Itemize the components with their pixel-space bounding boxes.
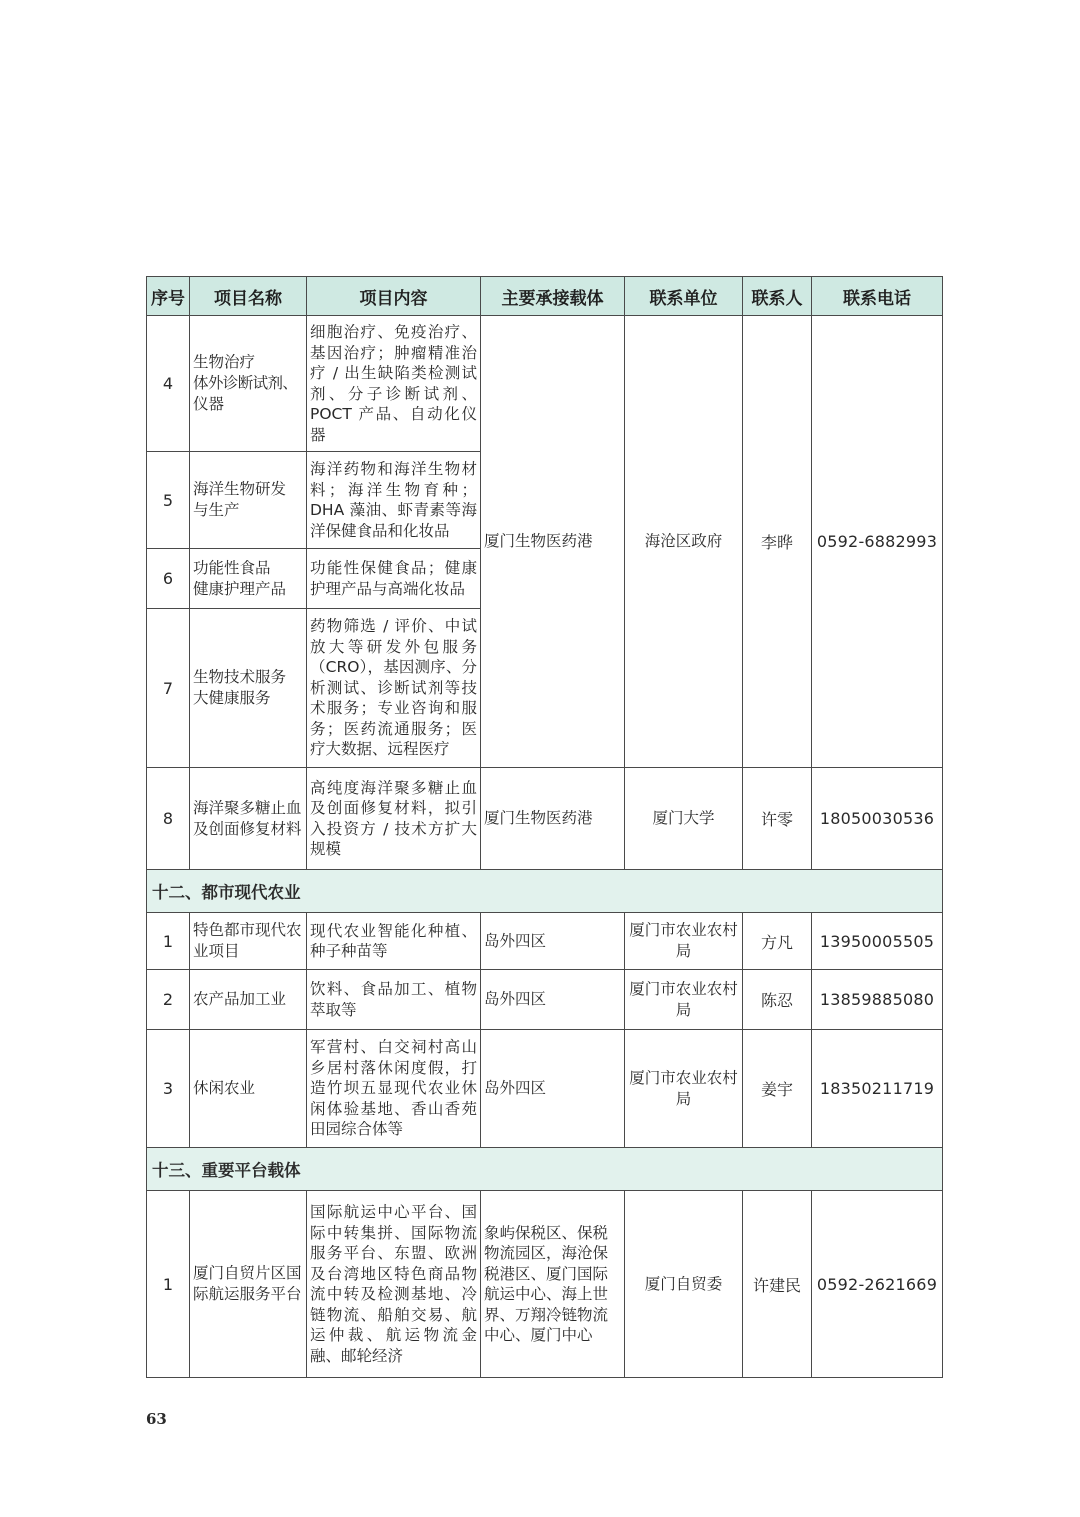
project-content: 高纯度海洋聚多糖止血及创面修复材料，拟引入投资方 / 技术方扩大规模 — [307, 768, 481, 870]
project-name-line: 海洋生物研发 — [193, 480, 287, 498]
carrier: 岛外四区 — [481, 970, 625, 1030]
contact-person: 姜宇 — [743, 1030, 812, 1148]
page-number: 63 — [146, 1410, 167, 1428]
project-content: 药物筛选 / 评价、中试放大等研发外包服务（CRO），基因测序、分析测试、诊断试剂等技术服务；专业咨询和服务；医药流通服务；医疗大数据、远程医疗 — [307, 609, 481, 768]
project-content: 海洋药物和海洋生物材料；海洋生物育种；DHA 藻油、虾青素等海洋保健食品和化妆品 — [307, 452, 481, 549]
contact-unit: 厦门市农业农村局 — [625, 913, 743, 970]
header-serial: 序号 — [147, 277, 190, 316]
project-name-line: 体外诊断试剂、 — [193, 374, 298, 392]
header-row — [147, 277, 943, 316]
contact-phone: 0592-2621669 — [812, 1191, 943, 1378]
header-contact-unit: 联系单位 — [625, 277, 743, 316]
contact-person: 许建民 — [743, 1191, 812, 1378]
project-name — [190, 452, 307, 549]
header-contact-phone: 联系电话 — [812, 277, 943, 316]
contact-person: 许零 — [743, 768, 812, 870]
contact-unit: 海沧区政府 — [625, 316, 743, 768]
project-name — [190, 316, 307, 452]
contact-phone: 18350211719 — [812, 1030, 943, 1148]
contact-person: 陈忍 — [743, 970, 812, 1030]
project-name-line: 生物技术服务 — [193, 668, 287, 686]
header-contact-person: 联系人 — [743, 277, 812, 316]
project-name: 休闲农业 — [190, 1030, 307, 1148]
project-content: 现代农业智能化种植、种子种苗等 — [307, 913, 481, 970]
project-name: 农产品加工业 — [190, 970, 307, 1030]
contact-unit: 厦门自贸委 — [625, 1191, 743, 1378]
contact-unit: 厦门市农业农村局 — [625, 970, 743, 1030]
contact-unit: 厦门大学 — [625, 768, 743, 870]
project-name — [190, 549, 307, 609]
header-carrier: 主要承接载体 — [481, 277, 625, 316]
table-row — [147, 1191, 943, 1378]
row-number: 4 — [147, 316, 190, 452]
header-project-content: 项目内容 — [307, 277, 481, 316]
row-number: 1 — [147, 1191, 190, 1378]
contact-phone: 18050030536 — [812, 768, 943, 870]
carrier: 厦门生物医药港 — [481, 316, 625, 768]
row-number: 7 — [147, 609, 190, 768]
contact-person: 方凡 — [743, 913, 812, 970]
section-row — [147, 870, 943, 913]
project-content: 饮料、食品加工、植物萃取等 — [307, 970, 481, 1030]
contact-unit: 厦门市农业农村局 — [625, 1030, 743, 1148]
carrier: 象屿保税区、保税物流园区，海沧保税港区、厦门国际航运中心、海上世界、万翔冷链物流中心、厦门中心 — [481, 1191, 625, 1378]
project-name-line: 与生产 — [193, 501, 240, 519]
project-name: 海洋聚多糖止血及创面修复材料 — [190, 768, 307, 870]
row-number: 6 — [147, 549, 190, 609]
project-content: 功能性保健食品；健康护理产品与高端化妆品 — [307, 549, 481, 609]
contact-person: 李晔 — [743, 316, 812, 768]
table-row — [147, 768, 943, 870]
row-number: 3 — [147, 1030, 190, 1148]
carrier: 厦门生物医药港 — [481, 768, 625, 870]
project-name: 厦门自贸片区国际航运服务平台 — [190, 1191, 307, 1378]
project-name-line: 大健康服务 — [193, 689, 271, 707]
row-number: 5 — [147, 452, 190, 549]
project-name — [190, 609, 307, 768]
contact-phone: 13950005505 — [812, 913, 943, 970]
project-name: 特色都市现代农业项目 — [190, 913, 307, 970]
section-title: 十二、都市现代农业 — [147, 870, 943, 913]
project-name-line: 健康护理产品 — [193, 579, 287, 598]
row-number: 1 — [147, 913, 190, 970]
carrier: 岛外四区 — [481, 913, 625, 970]
row-number: 8 — [147, 768, 190, 870]
table-row — [147, 970, 943, 1030]
project-name-line: 功能性食品 — [193, 558, 271, 577]
project-table — [146, 276, 943, 1378]
section-row — [147, 1148, 943, 1191]
section-title: 十三、重要平台载体 — [147, 1148, 943, 1191]
project-content: 细胞治疗、免疫治疗、基因治疗；肿瘤精准治疗 / 出生缺陷类检测试剂、分子诊断试剂、POCT 产品、自动化仪器 — [307, 316, 481, 452]
contact-phone: 13859885080 — [812, 970, 943, 1030]
row-number: 2 — [147, 970, 190, 1030]
project-content: 国际航运中心平台、国际中转集拼、国际物流服务平台、东盟、欧洲及台湾地区特色商品物流中转及检测基地、冷链物流、船舶交易、航运仲裁、航运物流金融、邮轮经济 — [307, 1191, 481, 1378]
table-row — [147, 316, 943, 452]
table-row — [147, 1030, 943, 1148]
carrier: 岛外四区 — [481, 1030, 625, 1148]
header-project-name: 项目名称 — [190, 277, 307, 316]
project-content: 军营村、白交祠村高山乡居村落休闲度假，打造竹坝五显现代农业休闲体验基地、香山香苑田园综合体等 — [307, 1030, 481, 1148]
contact-phone: 0592-6882993 — [812, 316, 943, 768]
table-row — [147, 913, 943, 970]
project-name-line: 生物治疗 — [193, 353, 256, 371]
project-name-line: 仪器 — [193, 395, 225, 413]
